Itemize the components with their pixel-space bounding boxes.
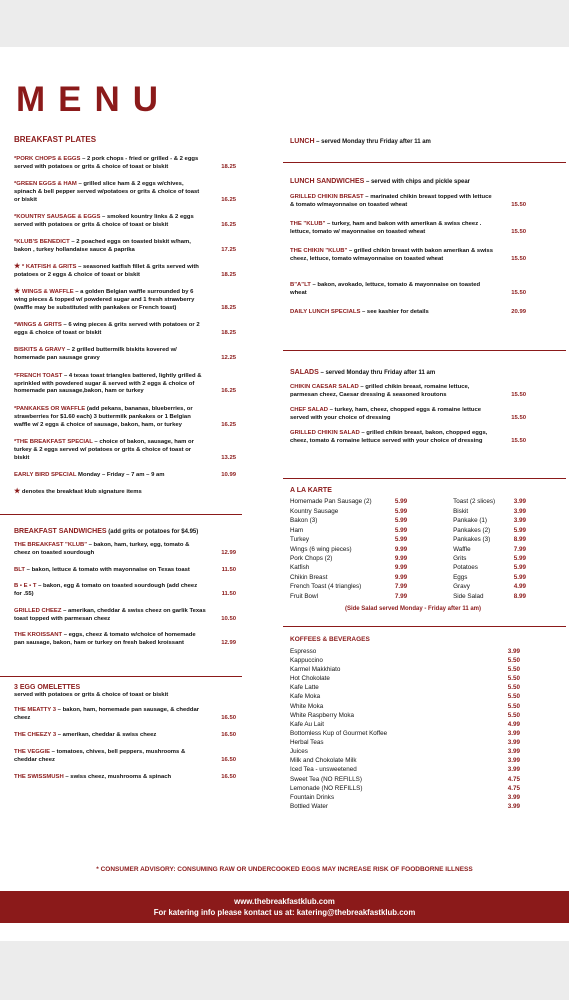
- salads-section: [290, 369, 526, 453]
- item-name: THE BREAKFAST "KLUB": [14, 542, 87, 549]
- menu-item: [14, 345, 236, 363]
- row-price: 5.99: [394, 507, 408, 515]
- lunch-sandwiches-section: [290, 178, 526, 328]
- item-name: CHIKIN CAESAR SALAD: [290, 384, 359, 391]
- price-row: [290, 720, 520, 729]
- menu-item: [290, 309, 526, 317]
- row-price: 5.50: [507, 711, 520, 719]
- row-name: Fruit Bowl: [290, 592, 318, 600]
- row-price: 5.99: [394, 517, 408, 525]
- row-name: Hot Chokolate: [290, 675, 330, 683]
- item-description: – amerikan, cheddar & swiss cheez on garlik Texas toast topped with parmesan cheez: [14, 607, 206, 622]
- item-price: 16.25: [221, 196, 236, 203]
- row-name: Fountain Drinks: [290, 793, 335, 801]
- item-price: 12.25: [221, 355, 236, 362]
- item-name: THE "KLUB": [290, 221, 326, 228]
- item-name: BLT: [14, 566, 26, 573]
- price-row: [290, 683, 520, 692]
- a-la-karte-heading: A LA KARTE: [290, 487, 332, 494]
- item-name: EARLY BIRD SPECIAL: [14, 471, 77, 478]
- item-name: CHEF SALAD: [290, 407, 328, 414]
- row-name: Pankakes (2): [453, 526, 491, 534]
- row-name: Gravy: [453, 583, 470, 591]
- item-name: *KLUB'S BENEDICT: [14, 238, 70, 245]
- item-description: – smoked kountry links & 2 eggs served with potatoes or grits & choice of toast or biskit: [14, 213, 194, 228]
- menu-item: [14, 212, 236, 230]
- price-row: [290, 738, 520, 747]
- item-price: 16.50: [221, 774, 236, 781]
- item-description: – marinated chikin breast topped with lettuce & tomato w/mayonnaise on toasted wheat: [290, 194, 492, 209]
- consumer-advisory: * CONSUMER ADVISORY: CONSUMING RAW OR UNDERCOOKED EGGS MAY INCREASE RISK OF FOODBORNE ILLNESS: [96, 866, 473, 873]
- omelettes-list: [14, 707, 236, 782]
- item-price: 10.50: [221, 615, 236, 622]
- row-name: Wings (6 wing pieces): [290, 545, 352, 553]
- a-la-karte-section: [290, 487, 526, 612]
- row-name: Katfish: [290, 564, 310, 572]
- row-name: Herbal Teas: [290, 739, 324, 747]
- divider: [283, 626, 566, 627]
- item-price: 15.50: [511, 229, 526, 236]
- item-description: Monday – Friday – 7 am – 9 am: [76, 471, 165, 478]
- row-price: 7.99: [513, 545, 526, 553]
- price-row: [290, 554, 407, 563]
- koffees-section: [290, 636, 520, 811]
- lunch-sandwiches-list: [290, 194, 526, 317]
- row-price: 5.50: [507, 656, 520, 664]
- row-price: 4.75: [507, 775, 520, 783]
- item-price: 12.99: [221, 550, 236, 557]
- item-description: – eggs, cheez & tomato w/choice of homemade pan sausage, bakon, ham or turkey on fresh baked kroissant: [14, 632, 196, 647]
- item-name: B"A"LT: [290, 282, 311, 289]
- item-description: – grilled chikin breast, bakon, chopped eggs, cheez, tomato & romaine lettuce served with your choice of dressing: [290, 430, 488, 445]
- row-name: Pankakes (3): [453, 536, 491, 544]
- row-price: 5.50: [507, 675, 520, 683]
- price-row: [290, 526, 407, 535]
- item-name: THE MEATTY 3: [14, 707, 57, 714]
- row-name: Pork Chops (2): [290, 555, 333, 563]
- item-price: 16.25: [221, 221, 236, 228]
- item-description: – 4 texas toast triangles battered, lightly grilled & sprinkled with powdered sugar & served with 2 eggs & choice of homemade pan sausage,bakon, ham or turkey: [14, 372, 202, 395]
- item-name: GRILLED CHIKIN SALAD: [290, 430, 360, 437]
- price-row: [290, 692, 520, 701]
- item-name: THE CHIKIN "KLUB": [290, 248, 348, 255]
- row-name: Espresso: [290, 647, 317, 655]
- item-name: *PORK CHOPS & EGGS: [14, 155, 81, 162]
- menu-item: [14, 237, 236, 255]
- omelettes-section: [14, 684, 236, 791]
- divider: [283, 350, 566, 351]
- a-la-karte-left: [290, 497, 407, 601]
- row-name: Bottomless Kup of Gourmet Koffee: [290, 729, 388, 737]
- row-price: 4.75: [507, 784, 520, 792]
- row-name: Iced Tea - unsweetened: [290, 766, 357, 774]
- row-name: Eggs: [453, 573, 468, 581]
- menu-item: [14, 470, 236, 480]
- menu-item: [14, 774, 236, 782]
- item-name: GRILLED CHIKIN BREAST: [290, 194, 364, 201]
- row-price: 9.99: [394, 564, 408, 572]
- price-row: [290, 802, 520, 811]
- signature-note: ★ denotes the breakfast klub signature items: [14, 487, 142, 495]
- item-description: – grilled chikin breast with bakon amerikan & swiss cheez, lettuce, tomato w/mayonnaise on toasted wheat: [290, 248, 493, 263]
- item-name: *PANKAKES OR WAFFLE: [14, 405, 86, 412]
- row-price: 4.99: [507, 720, 520, 728]
- item-price: 10.99: [221, 471, 236, 478]
- price-row: [453, 507, 526, 516]
- row-price: 5.99: [513, 555, 526, 563]
- item-price: 16.50: [221, 732, 236, 739]
- breakfast-plates-heading: BREAKFAST PLATES: [14, 135, 97, 144]
- row-price: 3.99: [507, 757, 520, 765]
- item-price: 16.25: [221, 388, 236, 395]
- row-name: Juices: [290, 748, 308, 756]
- item-description: (add pekans, bananas, blueberries, or strawberries for $1.60 each) 3 buttermilk pankakes or 1 Belgian waffle w/ 2 eggs & choice of sausage, bakon, ham, or turkey: [14, 405, 193, 428]
- menu-item: [290, 407, 526, 423]
- price-row: [453, 497, 526, 506]
- price-row: [453, 582, 526, 591]
- item-price: 18.25: [221, 305, 236, 312]
- item-name: * KATFISH & GRITS: [20, 264, 77, 271]
- item-description: – 6 wing pieces & grits served with potatoes or 2 eggs & choice of toast or biskit: [14, 322, 200, 337]
- row-price: 5.99: [394, 498, 408, 506]
- item-description: – turkey, ham, cheez, chopped eggs & romaine lettuce served with your choice of dressing: [290, 407, 482, 422]
- menu-item: [14, 371, 236, 397]
- item-description: – see kashier for details: [360, 309, 429, 316]
- price-row: [453, 573, 526, 582]
- menu-item: [14, 179, 236, 205]
- row-name: Chikin Breast: [290, 573, 328, 581]
- divider: [0, 514, 242, 515]
- item-price: 16.25: [221, 421, 236, 428]
- row-price: 3.99: [513, 517, 526, 525]
- breakfast-sandwiches-section: [14, 528, 236, 657]
- price-row: [290, 711, 520, 720]
- item-description: – swiss cheez, mushrooms & spinach: [63, 774, 172, 781]
- breakfast-sandwiches-heading: BREAKFAST SANDWICHES (add grits or potatoes for $4.95): [14, 528, 199, 535]
- price-row: [290, 535, 407, 544]
- row-name: Biskit: [453, 507, 469, 515]
- website-link[interactable]: www.thebreakfastklub.com: [234, 897, 335, 906]
- item-price: 15.50: [511, 438, 526, 445]
- row-name: Turkey: [290, 536, 310, 544]
- item-price: 11.50: [221, 591, 236, 598]
- row-name: Kappuccino: [290, 656, 323, 664]
- price-row: [290, 563, 407, 572]
- star-icon: ★: [14, 263, 21, 271]
- item-description: – tomatoes, chives, bell peppers, mushrooms & cheddar cheez: [14, 749, 186, 764]
- bottom-band: [0, 941, 569, 1000]
- menu-item: [14, 154, 236, 172]
- row-price: 5.50: [507, 693, 520, 701]
- menu-item: [290, 194, 526, 210]
- row-price: 5.99: [513, 573, 526, 581]
- item-price: 15.50: [511, 415, 526, 422]
- row-price: 3.99: [507, 802, 520, 810]
- row-price: 3.99: [507, 766, 520, 774]
- row-name: Karmel Makkhiato: [290, 666, 341, 674]
- price-row: [290, 573, 407, 582]
- price-row: [290, 729, 520, 738]
- price-row: [290, 674, 520, 683]
- price-row: [290, 545, 407, 554]
- menu-item: [14, 437, 236, 463]
- row-price: 5.50: [507, 666, 520, 674]
- menu-item: [14, 583, 236, 599]
- menu-item: [14, 749, 236, 765]
- price-row: [290, 582, 407, 591]
- top-band: [0, 0, 569, 47]
- row-price: 7.99: [394, 592, 408, 600]
- menu-item: [290, 430, 526, 446]
- item-price: 11.50: [221, 566, 236, 573]
- koffees-heading: KOFFEES & BEVERAGES: [290, 636, 370, 643]
- footer-banner: [0, 891, 569, 923]
- item-name: WINGS & WAFFLE: [20, 289, 74, 296]
- menu-item: [14, 732, 236, 740]
- menu-item: [14, 707, 236, 723]
- omelettes-subheading: served with potatoes or grits & choice of toast or biskit: [14, 692, 169, 699]
- row-name: Bottled Water: [290, 802, 328, 810]
- salads-heading: SALADS – served Monday thru Friday after 11 am: [290, 369, 436, 376]
- menu-item: [14, 320, 236, 338]
- divider: [283, 478, 566, 479]
- price-row: [453, 563, 526, 572]
- item-price: 16.50: [221, 757, 236, 764]
- row-price: 8.99: [513, 536, 526, 544]
- price-row: [290, 665, 520, 674]
- row-price: 9.99: [394, 545, 408, 553]
- a-la-karte-right: [453, 497, 526, 601]
- price-row: [453, 545, 526, 554]
- menu-item: [14, 287, 236, 313]
- star-icon: ★: [14, 288, 21, 296]
- row-name: Bakon (3): [290, 517, 318, 525]
- a-la-karte-grid: [290, 497, 526, 601]
- price-row: [290, 507, 407, 516]
- row-name: Kafe Moka: [290, 693, 321, 701]
- price-row: [453, 526, 526, 535]
- item-price: 18.25: [221, 272, 236, 279]
- row-name: Lemonade (NO REFILLS): [290, 784, 363, 792]
- lunch-sandwiches-heading: LUNCH SANDWICHES – served with chips and pickle spear: [290, 178, 470, 185]
- item-name: *FRENCH TOAST: [14, 372, 63, 379]
- row-name: Grits: [453, 555, 467, 563]
- item-name: THE SWISSMUSH: [14, 774, 64, 781]
- price-row: [290, 647, 520, 656]
- item-description: – bakon, avokado, lettuce, tomato & mayonnaise on toasted wheat: [290, 282, 481, 297]
- item-name: *THE BREAKFAST SPECIAL: [14, 438, 93, 445]
- item-name: BISKITS & GRAVY: [14, 347, 66, 354]
- row-name: Pankake (1): [453, 517, 488, 525]
- star-icon: ★: [14, 487, 21, 495]
- left-column: [14, 135, 236, 497]
- item-description: – a golden Belgian waffle surrounded by 6 wing pieces & topped w/ powdered sugar and 1 fresh strawberry (waffle may be substituted with pankakes or French toast): [14, 289, 195, 312]
- price-row: [290, 775, 520, 784]
- menu-item: [290, 282, 526, 298]
- menu-item: [14, 542, 236, 558]
- katering-contact[interactable]: For katering info please kontact us at: katering@thebreakfastklub.com: [153, 908, 416, 918]
- row-price: 3.99: [513, 498, 526, 506]
- price-row: [453, 535, 526, 544]
- price-row: [290, 756, 520, 765]
- item-name: THE KROISSANT: [14, 632, 63, 639]
- row-price: 5.99: [394, 536, 408, 544]
- item-price: 20.99: [511, 309, 526, 316]
- menu-item: [14, 632, 236, 648]
- breakfast-plates-list: [14, 154, 236, 480]
- salads-list: [290, 384, 526, 446]
- item-description: – bakon, ham, homemade pan sausage, & cheddar cheez: [14, 707, 200, 722]
- item-name: GRILLED CHEEZ: [14, 607, 62, 614]
- row-price: 5.99: [513, 526, 526, 534]
- item-description: – 2 pork chops - fried or grilled - & 2 eggs served with potatoes or grits & choice of toast or biskit: [14, 155, 199, 170]
- row-name: Sweet Tea (NO REFILLS): [290, 775, 362, 783]
- divider: [283, 162, 566, 163]
- menu-item: [14, 262, 236, 280]
- item-name: *GREEN EGGS & HAM: [14, 180, 77, 187]
- item-description: – bakon, lettuce & tomato with mayonnaise on Texas toast: [25, 566, 190, 573]
- row-name: Milk and Chokolate Milk: [290, 757, 357, 765]
- row-name: Toast (2 slices): [453, 498, 496, 506]
- row-price: 5.99: [513, 564, 526, 572]
- row-price: 3.99: [507, 729, 520, 737]
- item-price: 15.50: [511, 290, 526, 297]
- row-name: Kafe Au Lait: [290, 720, 324, 728]
- menu-item: [290, 221, 526, 237]
- breakfast-sandwiches-list: [14, 542, 236, 648]
- row-name: Side Salad: [453, 592, 484, 600]
- row-price: 5.50: [507, 684, 520, 692]
- price-row: [290, 747, 520, 756]
- row-price: 9.99: [394, 573, 408, 581]
- row-price: 5.99: [394, 526, 408, 534]
- row-price: 7.99: [394, 583, 408, 591]
- row-price: 3.99: [507, 748, 520, 756]
- row-name: White Moka: [290, 702, 324, 710]
- menu-item: [290, 384, 526, 400]
- item-description: – bakon, ham, turkey, egg, tomato & cheez on toasted sourdough: [14, 542, 190, 557]
- row-price: 3.99: [507, 793, 520, 801]
- row-name: Ham: [290, 526, 304, 534]
- item-name: B • E • T: [14, 583, 37, 590]
- lunch-section: [290, 138, 526, 146]
- item-price: 15.50: [511, 256, 526, 263]
- lunch-heading: LUNCH – served Monday thru Friday after 11 am: [290, 138, 431, 145]
- row-name: Waffle: [453, 545, 471, 553]
- side-salad-note: (Side Salad served Monday - Friday after 11 am): [344, 606, 482, 613]
- row-price: 9.99: [394, 555, 408, 563]
- item-price: 15.50: [511, 392, 526, 399]
- item-price: 15.50: [511, 202, 526, 209]
- item-description: – 2 poached eggs on toasted biskit w/ham, bakon , turkey hollandaise sauce & paprika: [14, 238, 191, 253]
- item-description: – amerikan, cheddar & swiss cheez: [56, 732, 157, 739]
- menu-item: [14, 608, 236, 624]
- row-price: 3.99: [513, 507, 526, 515]
- item-description: – grilled chikin breast, romaine lettuce, parmesan cheez, Caesar dressing & seasoned kroutons: [290, 384, 470, 399]
- row-price: 4.99: [513, 583, 526, 591]
- divider: [0, 676, 242, 677]
- item-price: 18.25: [221, 163, 236, 170]
- item-price: 18.25: [221, 330, 236, 337]
- row-price: 3.99: [507, 739, 520, 747]
- menu-item: [14, 567, 236, 575]
- row-name: White Raspberry Moka: [290, 711, 355, 719]
- item-name: DAILY LUNCH SPECIALS: [290, 309, 361, 316]
- item-name: *KOUNTRY SAUSAGE & EGGS: [14, 213, 101, 220]
- item-name: THE VEGGIE: [14, 749, 51, 756]
- row-name: Kountry Sausage: [290, 507, 339, 515]
- item-description: – grilled slice ham & 2 eggs w/chives, spinach & bell pepper served w/potatoes or grits & choice of toast or biskit: [14, 180, 200, 203]
- omelettes-heading: 3 EGG OMELETTES: [14, 684, 81, 691]
- menu-title: MENU: [16, 80, 172, 119]
- row-price: 5.50: [507, 702, 520, 710]
- item-description: – turkey, ham and bakon with amerikan & swiss cheez . lettuce, tomato w/ mayonnaise on toasted wheat: [290, 221, 482, 236]
- item-description: – bakon, egg & tomato on toasted sourdough (add cheez for .55): [14, 583, 198, 598]
- price-row: [453, 554, 526, 563]
- row-price: 8.99: [513, 592, 526, 600]
- item-description: – seasoned katfish fillet & grits served with potatoes or 2 eggs & choice of toast or biskit: [14, 264, 199, 279]
- menu-item: [14, 404, 236, 430]
- row-name: French Toast (4 triangles): [290, 583, 362, 591]
- row-name: Homemade Pan Sausage (2): [290, 498, 372, 506]
- price-row: [290, 765, 520, 774]
- item-description: – choice of bakon, sausage, ham or turkey & 2 eggs served w/ potatoes or grits & choice of toast or biskit: [14, 438, 194, 461]
- item-price: 17.25: [221, 246, 236, 253]
- price-row: [290, 793, 520, 802]
- price-row: [290, 592, 407, 601]
- row-price: 3.99: [507, 647, 520, 655]
- koffees-list: [290, 647, 520, 811]
- item-price: 13.25: [221, 454, 236, 461]
- price-row: [453, 516, 526, 525]
- price-row: [290, 702, 520, 711]
- price-row: [290, 516, 407, 525]
- price-row: [290, 497, 407, 506]
- item-price: 16.50: [221, 715, 236, 722]
- row-name: Kafe Latte: [290, 684, 319, 692]
- item-price: 12.99: [221, 640, 236, 647]
- price-row: [290, 784, 520, 793]
- row-name: Potatoes: [453, 564, 478, 572]
- item-description: – 2 grilled buttermilk biskits kovered w/ homemade pan sausage gravy: [14, 347, 177, 362]
- menu-item: [290, 248, 526, 264]
- price-row: [290, 656, 520, 665]
- item-name: *WINGS & GRITS: [14, 322, 62, 329]
- item-name: THE CHEEZY 3: [14, 732, 57, 739]
- price-row: [453, 592, 526, 601]
